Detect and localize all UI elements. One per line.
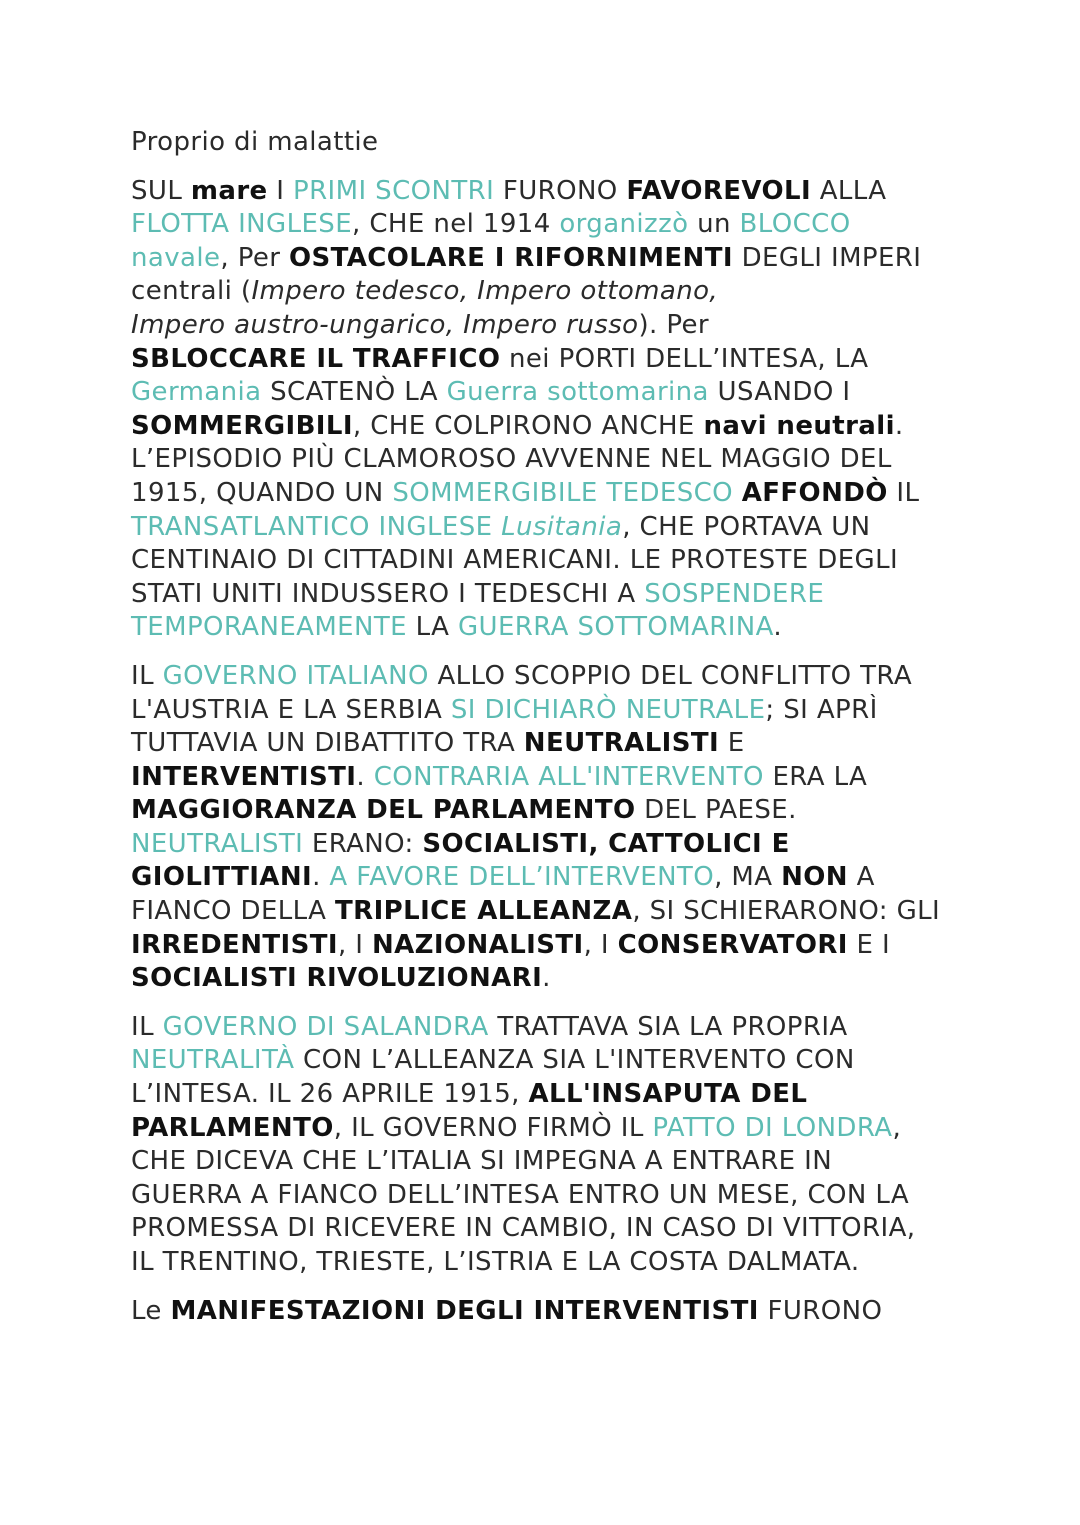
text-line	[131, 611, 961, 645]
text-run	[733, 478, 742, 508]
text-line	[131, 477, 961, 511]
text-run: Proprio di malattie	[131, 127, 379, 157]
text-line	[131, 443, 961, 477]
text-run: .	[773, 612, 783, 643]
bold-text: SOCIALISTI, CATTOLICI E	[422, 828, 790, 859]
text-run: , CHE PORTAVA UN	[622, 511, 871, 542]
text-run: E	[719, 728, 745, 759]
text-line	[131, 1078, 961, 1112]
text-run: , I	[583, 929, 618, 960]
text-run: TRATTAVA SIA LA PROPRIA	[488, 1011, 848, 1042]
text-line	[131, 1044, 961, 1078]
text-line	[131, 1145, 961, 1179]
paragraph	[131, 175, 961, 645]
text-line	[131, 1112, 961, 1146]
highlighted-text: GOVERNO DI SALANDRA	[162, 1011, 489, 1042]
bold-text: NEUTRALISTI	[523, 728, 720, 759]
text-run: , SI SCHIERARONO: GLI	[632, 896, 941, 927]
bold-text: SBLOCCARE IL TRAFFICO	[131, 343, 501, 374]
highlighted-text: NEUTRALISTI	[131, 828, 304, 859]
text-line	[131, 343, 961, 377]
text-line	[131, 544, 961, 578]
text-line	[131, 828, 961, 862]
bold-text: mare	[190, 175, 268, 206]
text-run: .	[356, 761, 374, 792]
text-run: A	[847, 862, 875, 893]
text-line	[131, 895, 961, 929]
text-run: IL	[131, 660, 163, 691]
text-run: IL TRENTINO, TRIESTE, L’ISTRIA E LA COSTA DALMATA.	[131, 1247, 860, 1277]
text-run: ,	[892, 1112, 902, 1143]
text-line	[131, 309, 961, 343]
highlighted-text: NEUTRALITÀ	[131, 1045, 295, 1076]
text-run: ALLO SCOPPIO DEL CONFLITTO TRA	[428, 660, 913, 691]
paragraph	[131, 126, 961, 160]
text-run: nei PORTI DELL’INTESA, LA	[500, 343, 869, 374]
text-run: I	[267, 175, 293, 206]
text-run: ; SI APRÌ	[765, 694, 878, 725]
text-run: , I	[337, 929, 372, 960]
highlighted-text: SOMMERGIBILE TEDESCO	[392, 477, 734, 508]
text-run: , IL GOVERNO FIRMÒ IL	[333, 1112, 653, 1143]
bold-text: ALL'INSAPUTA DEL	[528, 1079, 808, 1110]
text-run: CENTINAIO DI CITTADINI AMERICANI. LE PROTESTE DEGLI	[131, 545, 899, 576]
text-run: PROMESSA DI RICEVERE IN CAMBIO, IN CASO DI VITTORIA,	[131, 1213, 916, 1244]
bold-text: GIOLITTIANI	[131, 862, 313, 893]
text-line	[131, 1179, 961, 1213]
text-line	[131, 1212, 961, 1246]
text-run: CHE DICEVA CHE L’ITALIA SI IMPEGNA A ENTRARE IN	[131, 1146, 833, 1177]
highlighted-text: Guerra sottomarina	[446, 377, 709, 408]
text-run: GUERRA A FIANCO DELL’INTESA ENTRO UN MESE, CON LA	[131, 1179, 910, 1210]
text-line	[131, 727, 961, 761]
highlighted-text: PATTO DI LONDRA	[652, 1112, 893, 1143]
italic-text: Impero tedesco, Impero ottomano,	[251, 276, 719, 307]
text-run: 1915, QUANDO UN	[131, 477, 393, 508]
bold-text: CONSERVATORI	[617, 929, 848, 960]
highlighted-text: CONTRARIA ALL'INTERVENTO	[373, 761, 764, 792]
bold-text: SOMMERGIBILI	[131, 410, 353, 441]
text-run: .	[542, 963, 551, 994]
highlighted-text: Lusitania	[501, 511, 623, 542]
text-run: centrali (	[131, 276, 252, 307]
paragraph	[131, 660, 961, 996]
text-line	[131, 761, 961, 795]
text-line	[131, 410, 961, 444]
bold-text: AFFONDÒ	[741, 477, 888, 508]
text-run: IL	[887, 477, 920, 508]
highlighted-text: organizzò	[559, 209, 689, 240]
text-line	[131, 694, 961, 728]
bold-text: NON	[781, 862, 848, 893]
text-line	[131, 794, 961, 828]
bold-text: SOCIALISTI RIVOLUZIONARI	[131, 963, 543, 994]
text-run: .	[312, 862, 330, 893]
text-run: TUTTAVIA UN DIBATTITO TRA	[131, 728, 524, 759]
text-line	[131, 126, 961, 160]
bold-text: navi neutrali	[703, 410, 895, 441]
text-line	[131, 861, 961, 895]
document-page	[131, 126, 961, 1343]
text-run: E I	[847, 929, 891, 960]
highlighted-text: Germania	[131, 377, 262, 408]
text-line	[131, 929, 961, 963]
text-run: , MA	[714, 862, 782, 893]
text-line	[131, 175, 961, 209]
text-run: , CHE COLPIRONO ANCHE	[352, 410, 704, 441]
highlighted-text: FLOTTA INGLESE	[131, 209, 353, 240]
italic-text: Impero austro-ungarico, Impero russo	[131, 309, 639, 340]
text-line	[131, 1295, 961, 1329]
text-line	[131, 1011, 961, 1045]
text-run: DEL PAESE.	[635, 795, 797, 826]
bold-text: NAZIONALISTI	[372, 929, 584, 960]
text-line	[131, 275, 961, 309]
bold-text: TRIPLICE ALLEANZA	[335, 896, 633, 927]
text-run: Le	[131, 1295, 171, 1326]
bold-text: IRREDENTISTI	[131, 929, 338, 960]
text-run: ALLA	[811, 175, 887, 206]
highlighted-text: TEMPORANEAMENTE	[131, 612, 407, 643]
text-line	[131, 1246, 961, 1280]
text-run: .	[894, 410, 904, 441]
bold-text: INTERVENTISTI	[131, 761, 357, 792]
text-run: USANDO I	[708, 377, 851, 408]
highlighted-text: GUERRA SOTTOMARINA	[457, 612, 774, 643]
text-run: ). Per	[638, 309, 709, 340]
highlighted-text: GOVERNO ITALIANO	[162, 660, 429, 691]
text-run: CON L’ALLEANZA SIA L'INTERVENTO CON	[294, 1045, 855, 1076]
highlighted-text: A FAVORE DELL’INTERVENTO	[329, 862, 715, 893]
highlighted-text: SOSPENDERE	[644, 578, 825, 609]
text-run: STATI UNITI INDUSSERO I TEDESCHI A	[131, 578, 645, 609]
paragraph	[131, 1295, 961, 1329]
text-run: L’INTESA. IL 26 APRILE 1915,	[131, 1079, 529, 1110]
bold-text: MANIFESTAZIONI DEGLI INTERVENTISTI	[170, 1295, 759, 1326]
text-run: FURONO	[494, 175, 627, 206]
text-run: ERANO:	[303, 828, 423, 859]
text-run: DEGLI IMPERI	[732, 242, 922, 273]
text-run: IL	[131, 1011, 163, 1042]
text-line	[131, 660, 961, 694]
text-run: L'AUSTRIA E LA SERBIA	[131, 694, 451, 725]
text-run: un	[688, 209, 740, 240]
text-run: SCATENÒ LA	[261, 377, 447, 408]
text-run: FIANCO DELLA	[131, 896, 336, 927]
highlighted-text: BLOCCO	[739, 209, 851, 240]
bold-text: FAVOREVOLI	[626, 175, 812, 206]
text-line	[131, 511, 961, 545]
text-run: L’EPISODIO PIÙ CLAMOROSO AVVENNE NEL MAGGIO DEL	[131, 444, 892, 475]
text-run: SUL	[131, 175, 191, 206]
bold-text: PARLAMENTO	[131, 1112, 334, 1143]
text-run: , CHE nel 1914	[352, 209, 560, 240]
text-line	[131, 376, 961, 410]
bold-text: MAGGIORANZA DEL PARLAMENTO	[131, 795, 636, 826]
highlighted-text: PRIMI SCONTRI	[293, 175, 495, 206]
text-run: FURONO	[758, 1295, 883, 1326]
bold-text: OSTACOLARE I RIFORNIMENTI	[289, 242, 733, 273]
text-line	[131, 242, 961, 276]
text-run: ERA LA	[763, 761, 868, 792]
text-line	[131, 208, 961, 242]
highlighted-text: TRANSATLANTICO INGLESE	[131, 511, 502, 542]
text-line	[131, 578, 961, 612]
text-line	[131, 962, 961, 996]
paragraph	[131, 1011, 961, 1280]
text-run: , Per	[220, 242, 289, 273]
highlighted-text: SI DICHIARÒ NEUTRALE	[450, 694, 766, 725]
highlighted-text: navale	[131, 242, 221, 273]
text-run: LA	[406, 612, 458, 643]
